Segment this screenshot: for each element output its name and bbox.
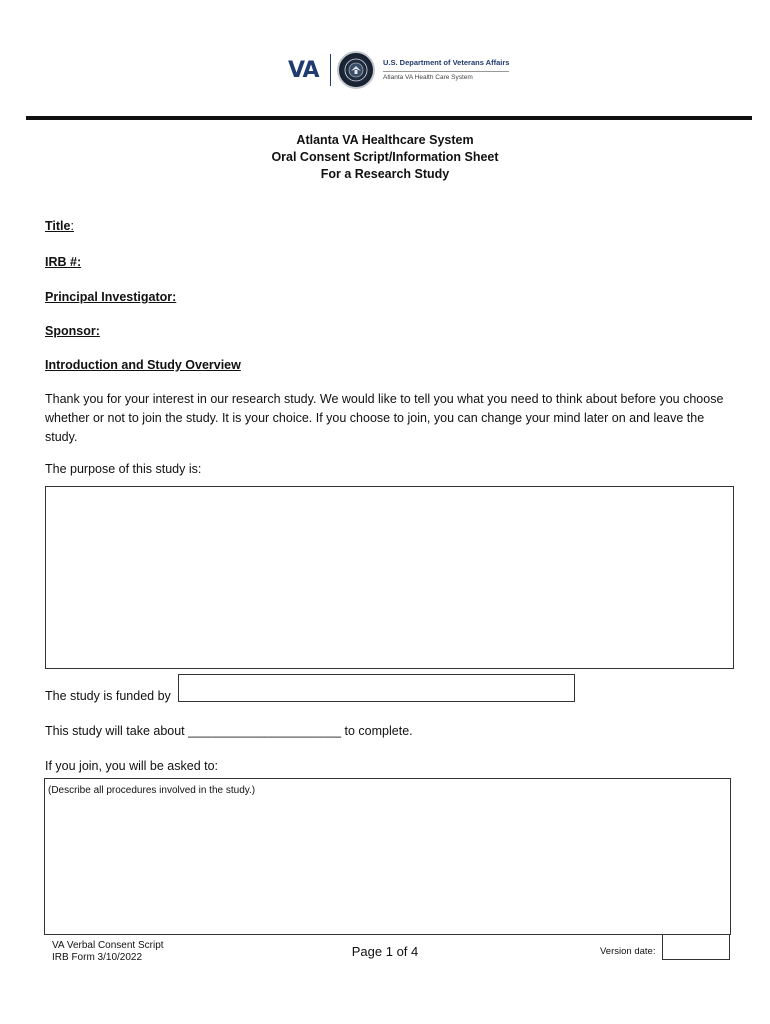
intro-heading: Introduction and Study Overview bbox=[45, 358, 241, 372]
procedures-hint: (Describe all procedures involved in the study.) bbox=[48, 785, 256, 796]
va-logo-mark: VA bbox=[288, 57, 319, 83]
logo-department: U.S. Department of Veterans Affairs bbox=[383, 57, 510, 67]
va-seal-icon bbox=[337, 51, 375, 89]
title-label-text: Title bbox=[45, 219, 71, 233]
purpose-text-box[interactable] bbox=[45, 486, 734, 669]
heading-line-3: For a Research Study bbox=[320, 167, 450, 181]
footer-form-id: IRB Form 3/10/2022 bbox=[52, 952, 143, 963]
footer-page-number: Page 1 of 4 bbox=[351, 944, 419, 959]
footer-form-name: VA Verbal Consent Script bbox=[52, 940, 164, 951]
irb-label: IRB #: bbox=[45, 255, 82, 269]
heading-line-1: Atlanta VA Healthcare System bbox=[296, 133, 474, 147]
intro-paragraph: Thank you for your interest in our research study. We would like to tell you what you need to think about before you choose whether or not to join the study. It is your choice. If you choose to join, you can change your mind later on and leave the study. bbox=[45, 392, 724, 444]
principal-investigator-label: Principal Investigator: bbox=[45, 290, 177, 304]
header-rule bbox=[26, 116, 752, 120]
heading-line-2: Oral Consent Script/Information Sheet bbox=[271, 150, 499, 164]
logo-divider bbox=[330, 54, 331, 86]
procedures-text-box[interactable] bbox=[44, 778, 731, 935]
title-label-colon: : bbox=[70, 219, 74, 233]
sponsor-label: Sponsor: bbox=[45, 324, 100, 338]
logo-text bbox=[383, 59, 509, 81]
version-date-field[interactable] bbox=[662, 934, 730, 960]
asked-label: If you join, you will be asked to: bbox=[45, 759, 219, 773]
funded-by-field[interactable] bbox=[178, 674, 575, 702]
va-logo bbox=[274, 46, 514, 94]
duration-text: This study will take about ______________________ to complete. bbox=[45, 724, 413, 738]
purpose-label: The purpose of this study is: bbox=[45, 462, 202, 476]
logo-subtitle: Atlanta VA Health Care System bbox=[383, 71, 509, 81]
funded-label: The study is funded by bbox=[45, 689, 171, 703]
footer-version-label: Version date: bbox=[600, 946, 656, 957]
title-label bbox=[45, 219, 74, 233]
